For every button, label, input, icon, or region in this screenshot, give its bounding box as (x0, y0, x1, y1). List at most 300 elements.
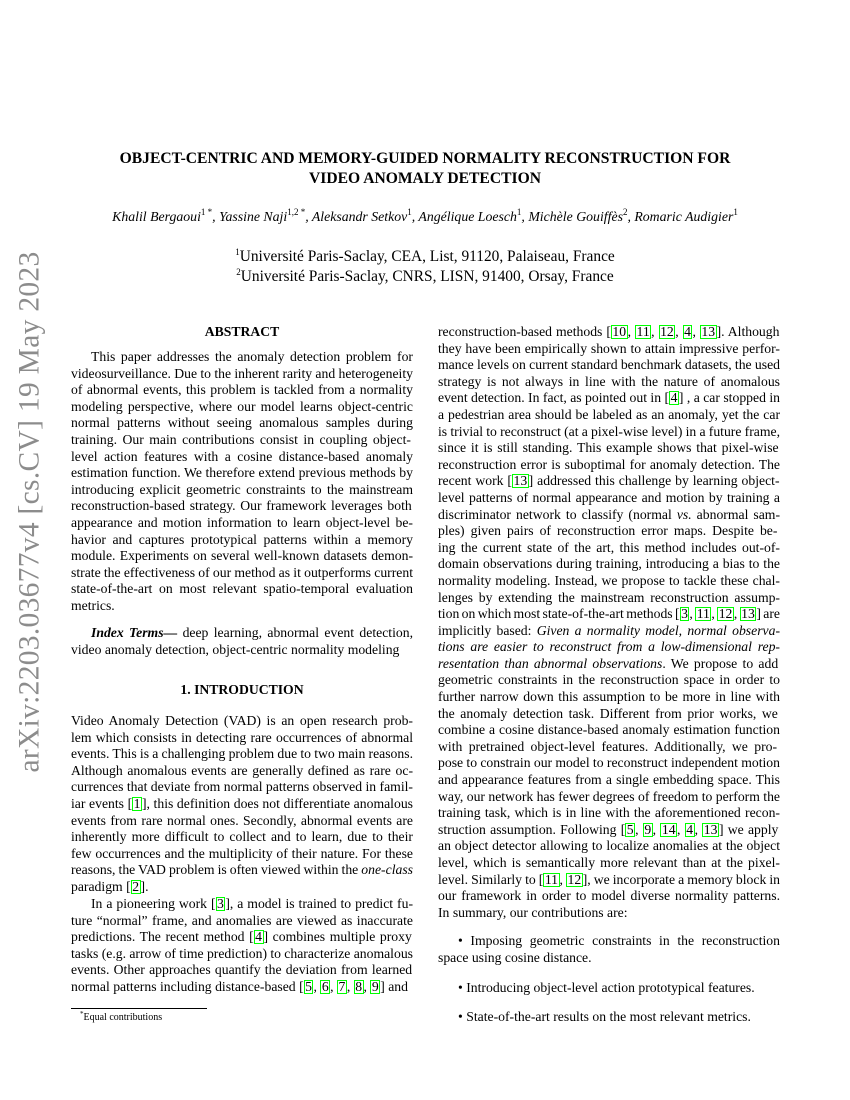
citation-link[interactable]: 9 (644, 821, 652, 837)
text-line-content (438, 374, 780, 391)
author-separator: , (411, 209, 419, 224)
text-run: ture “normal” frame, and anomalies are viewed as inaccurate (71, 912, 413, 928)
author-separator: , (305, 209, 312, 224)
citation-link[interactable]: 3 (681, 606, 688, 622)
footnote-marker: * (80, 1010, 84, 1018)
author-list (0, 208, 850, 226)
author-name: Romaric Audigier (634, 209, 734, 224)
author-name: Michèle Gouiffès (528, 209, 623, 224)
text-run: domain observations during training, introducing a bias to the (438, 556, 780, 572)
text-line (71, 779, 413, 796)
text-line (438, 341, 780, 358)
text-run: . (145, 878, 149, 894)
text-line-content (71, 515, 413, 532)
text-run: reconstruction-based methods (438, 324, 607, 339)
citation-link[interactable]: 11 (544, 871, 559, 887)
text-line (438, 888, 780, 905)
text-line (71, 763, 413, 780)
text-line (438, 822, 780, 839)
index-terms (71, 625, 413, 658)
text-line-content (438, 523, 777, 540)
text-run: level. Similarly to (438, 871, 539, 887)
text-line-content (438, 623, 780, 640)
text-run: In summary, our contributions are: (438, 904, 628, 920)
text-line (438, 556, 780, 573)
text-line-content (438, 357, 780, 374)
text-line (71, 465, 413, 482)
text-line (71, 929, 413, 946)
text-run: abnormal sam- (691, 506, 781, 522)
text-run: combines multiple proxy (268, 929, 412, 945)
text-line (71, 498, 413, 515)
text-line-content (438, 805, 780, 822)
affiliation (0, 247, 850, 267)
text-line (438, 473, 780, 490)
text-line-content (71, 962, 412, 979)
text-line-content (438, 573, 780, 590)
author-affiliation-marker: 1 (407, 207, 412, 217)
text-line (71, 713, 413, 730)
text-line-content (71, 713, 413, 730)
text-line-content (438, 556, 780, 573)
text-run: and appearance features from a single embedding space. This (438, 772, 780, 788)
text-run: Video Anomaly Detection (VAD) is an open research prob- (71, 713, 413, 728)
text-line (71, 598, 413, 615)
text-line-content (438, 440, 779, 457)
text-line (71, 565, 413, 582)
text-line-content: struction assumption. Following [ 5 , 9 , 14 , 4 , 13 ] we apply (438, 821, 779, 837)
italic-text: vs. (676, 506, 692, 522)
text-line (438, 1009, 780, 1026)
text-line-content (438, 507, 780, 524)
text-line-content (71, 813, 413, 830)
text-line-content (438, 739, 777, 756)
text-line-content: recent work [ 13 ] addressed this challenge by learning object- (438, 473, 780, 489)
citation-link[interactable]: 11 (696, 606, 710, 622)
text-line (71, 829, 413, 846)
text-run: , a model is trained to predict fu- (229, 896, 413, 911)
text-run: tion on which most state-of-the-art methods (438, 606, 675, 622)
text-run: ing the current state of the art, this method includes out-of- (438, 539, 780, 555)
italic-text: Given a normality model, normal observa- (536, 622, 781, 638)
text-run: state-of-the-art on most relevant spatio-temporal evaluation (71, 581, 413, 597)
text-run: predictions. The recent method (71, 929, 250, 945)
text-line (71, 979, 413, 996)
abstract-heading: ABSTRACT (204, 324, 280, 339)
text-run: In a pioneering work (91, 896, 211, 911)
paper-title (0, 149, 850, 189)
contribution-item (438, 1009, 780, 1026)
text-line-content (71, 382, 413, 399)
text-line-content (438, 590, 780, 607)
text-run: appearance and motion information to learn object-level be- (71, 514, 413, 530)
citation-link[interactable]: 7 (338, 978, 346, 994)
text-run: • State-of-the-art results on the most relevant metrics. (458, 1009, 751, 1024)
text-line-content (71, 946, 413, 963)
text-run: we apply (723, 821, 779, 837)
text-line (438, 722, 780, 739)
text-run: struction assumption. Following (438, 821, 621, 837)
text-line (71, 879, 413, 896)
intro-paragraph-3 (438, 324, 780, 921)
text-run: since it is still standing. This example shows that pixel-wise (438, 440, 779, 456)
text-line (438, 789, 780, 806)
text-run: event detection. In fact, as pointed out in (438, 390, 665, 406)
text-line-content (438, 656, 778, 673)
affiliation (0, 267, 850, 287)
text-run: normality modeling. Instead, we propose to tackle these chal- (438, 572, 780, 588)
text-line (438, 933, 780, 950)
text-line (71, 415, 413, 432)
text-line (438, 407, 780, 424)
text-line-content (71, 862, 413, 879)
text-line (438, 374, 780, 391)
abstract-body (71, 349, 413, 615)
text-run: normal patterns including distance-based (71, 978, 300, 994)
text-line (71, 642, 413, 659)
text-line-content: normal patterns including distance-based [ 5 , 6 , 7 , 8 , 9 ] and (71, 978, 408, 994)
text-run: way, our network has fewer degrees of freedom to perform the (438, 788, 780, 804)
italic-text: resentation than abnormal observations (438, 655, 663, 671)
footnote-text: Equal contributions (83, 1012, 163, 1023)
text-line-content (438, 672, 780, 689)
author-affiliation-marker: 1 (516, 207, 522, 217)
text-line (71, 515, 413, 532)
text-run: reconstruction error is suboptimal for anomaly detection. The (438, 456, 780, 472)
text-line (438, 324, 780, 341)
citation-link[interactable]: 12 (567, 871, 582, 887)
text-run: reconstruction-based strategy. Our framework leverages both (71, 498, 412, 514)
text-line (438, 706, 780, 723)
author-name: Khalil Bergaoui (112, 209, 201, 224)
text-line (438, 950, 780, 967)
text-line (438, 457, 780, 474)
text-run: . Although (721, 324, 780, 339)
text-run: addressed this challenge by learning object- (533, 473, 780, 489)
text-line-content (71, 581, 413, 598)
text-run: our framework in order to model diverse normality patterns. (438, 888, 780, 904)
text-line-content (71, 779, 413, 796)
text-line-content (71, 598, 115, 615)
text-run: and (384, 978, 408, 994)
text-run: mance levels on current standard benchmark datasets, the used (438, 357, 780, 373)
text-line-content (438, 457, 780, 474)
text-line-content (71, 565, 413, 582)
text-run: , a car stopped in (683, 390, 780, 406)
citation-link[interactable]: 8 (355, 978, 363, 994)
text-line (438, 523, 780, 540)
text-run: events. This is a challenging problem due to two main reasons. (71, 746, 413, 762)
text-line-content (458, 933, 780, 950)
text-line (71, 946, 413, 963)
text-run: further narrow down this assumption to be more in line with (438, 689, 780, 705)
text-line-content (71, 829, 413, 846)
text-line (438, 390, 780, 407)
text-line-content (438, 540, 780, 557)
text-line (438, 980, 780, 997)
text-run: training. Our main contributions consist in coupling object- (71, 431, 411, 447)
text-run: havior and captures prototypical patterns within a memory (71, 531, 413, 547)
text-line (71, 813, 413, 830)
text-line (71, 962, 413, 979)
text-line-content (438, 407, 780, 424)
text-line-content (438, 905, 628, 922)
text-line-content (438, 888, 780, 905)
citation-link[interactable]: 9 (371, 978, 379, 994)
text-line (71, 548, 413, 565)
text-line-content (458, 980, 755, 997)
text-run: implicitly based: (438, 622, 537, 638)
author-name: Yassine Naji (219, 209, 288, 224)
text-run: module. Experiments on several well-known datasets demon- (71, 548, 413, 564)
affiliations (0, 247, 850, 287)
text-line-content (458, 1009, 751, 1026)
text-line (438, 424, 780, 441)
text-run: normal patterns without seeing anomalous samples during (71, 415, 413, 431)
text-line-content: In a pioneering work [ 3 ], a model is trained to predict fu- (91, 896, 413, 911)
author-separator: , (627, 209, 635, 224)
text-line-content: level. Similarly to [ 11 , 12 ], we incorporate a memory block in (438, 871, 780, 887)
text-line (71, 896, 413, 913)
text-line (438, 805, 780, 822)
arxiv-stamp: arXiv:2203.03677v4 [cs.CV] 19 May 2023 (13, 251, 46, 773)
citation-link[interactable]: 5 (626, 821, 634, 837)
text-run: recent work (438, 473, 508, 489)
text-line (71, 581, 413, 598)
text-line-content: event detection. In fact, as pointed out in [ 4 ] , a car stopped in (438, 390, 780, 406)
text-run: training task, which is in line with the aforementioned recon- (438, 805, 780, 821)
text-run: • Imposing geometric constraints in the reconstruction (458, 933, 780, 948)
citation-link[interactable]: 14 (661, 821, 676, 837)
title-line: OBJECT-CENTRIC AND MEMORY-GUIDED NORMALITY RECONSTRUCTION FOR (119, 150, 731, 167)
text-run: deep learning, abnormal event detection, (177, 625, 413, 640)
text-run: the anomaly detection task. Different from prior works, we (438, 705, 778, 721)
affiliation-text: Université Paris-Saclay, CNRS, LISN, 91400, Orsay, France (240, 268, 614, 285)
text-line (438, 656, 780, 673)
text-line-content: iar events [ 1 ], this definition does not differentiate anomalous (71, 795, 413, 811)
text-line-content (438, 755, 780, 772)
text-line (438, 772, 780, 789)
text-line (438, 623, 780, 640)
text-line (71, 796, 413, 813)
citation-link[interactable]: 13 (703, 821, 718, 837)
title-line: VIDEO ANOMALY DETECTION (309, 170, 541, 187)
text-run: ples) given pairs of reconstruction error maps. Despite be- (438, 523, 778, 539)
affiliation-marker: 1 (235, 247, 240, 257)
citation-link[interactable]: 4 (686, 821, 694, 837)
author-separator: , (521, 209, 529, 224)
text-line-content (71, 846, 413, 863)
text-run: This paper addresses the anomaly detection problem for (91, 349, 413, 364)
italic-text: one-class (361, 862, 413, 878)
text-run: events from rare normal ones. Secondly, abnormal events are (71, 812, 413, 828)
text-run: lem which consists in detecting rare occurrences of abnormal (71, 729, 413, 745)
text-line (438, 689, 780, 706)
text-run: few occurrences and the multiplicity of their nature. For these (71, 845, 413, 861)
text-line (71, 382, 413, 399)
text-run: video anomaly detection, object-centric normality modeling (71, 641, 400, 657)
text-line (438, 590, 780, 607)
text-line-content (438, 772, 780, 789)
text-line (438, 639, 780, 656)
text-line (71, 746, 413, 763)
text-run: are (760, 606, 781, 622)
text-line (438, 672, 780, 689)
text-line-content (91, 625, 413, 642)
text-run: iar events (71, 795, 128, 811)
text-line-content (438, 855, 780, 872)
author-name: Aleksandr Setkov (311, 209, 408, 224)
citation-link[interactable]: 1 (133, 795, 141, 811)
text-line (438, 905, 780, 922)
text-line (438, 739, 780, 756)
contribution-item (438, 933, 780, 966)
text-run: , we incorporate a memory block in (587, 871, 780, 887)
text-run: combine a cosine distance-based anomaly estimation function (438, 722, 780, 738)
citation-link[interactable]: 6 (321, 978, 329, 994)
text-line-content (71, 642, 399, 659)
text-run: currences that deviate from normal patterns observed in famil- (71, 779, 413, 795)
intro-paragraph-1 (71, 713, 413, 896)
text-run: , this definition does not differentiate anomalous (146, 795, 413, 811)
text-line (71, 399, 413, 416)
text-run: modeling perspective, where our model learns object-centric (71, 398, 413, 414)
text-line-content (71, 399, 413, 416)
text-run: strate the effectiveness of our method as it outperforms current (71, 564, 413, 580)
text-line-content (438, 706, 778, 723)
text-line (438, 872, 780, 889)
text-line-content (438, 722, 780, 739)
intro-paragraph-2 (71, 896, 413, 996)
text-line (71, 730, 413, 747)
text-line-content (438, 341, 780, 358)
text-run: level, which is semantically more relevant than at the pixel- (438, 855, 780, 870)
text-line (438, 440, 780, 457)
citation-link[interactable]: 13 (513, 473, 528, 489)
text-run: paradigm (71, 878, 127, 894)
text-line-content (438, 639, 780, 656)
text-line (71, 532, 413, 549)
citation-link[interactable]: 13 (741, 606, 755, 622)
text-line (438, 490, 780, 507)
text-run: with pretrained object-level features. Additionally, we pro- (438, 738, 778, 754)
author-separator: , (212, 209, 220, 224)
text-run: • Introducing object-level action prototypical features. (458, 980, 755, 995)
text-line (71, 449, 413, 466)
text-run: inherently more difficult to collect and to learn, due to their (71, 829, 413, 845)
text-line-content (71, 548, 413, 565)
citation-link[interactable]: 11 (636, 324, 650, 339)
text-run: Although anomalous events are generally defined as rare oc- (71, 762, 413, 778)
text-line (71, 366, 413, 383)
text-line-content (91, 349, 413, 366)
citation-link[interactable]: 4 (684, 324, 691, 339)
index-terms-label: Index Terms— (91, 625, 178, 640)
text-line-content: tion on which most state-of-the-art methods [ 3 , 11 , 12 , 13 ] are (438, 606, 781, 622)
text-line-content (71, 432, 411, 449)
text-run: events. Other approaches quantify the deviation from learned (71, 962, 413, 978)
citation-link[interactable]: 12 (718, 606, 733, 622)
italic-text: tions are easier to reconstruct from a low-dimensional rep- (438, 639, 780, 655)
text-line-content (71, 449, 413, 466)
contribution-item (438, 980, 780, 997)
text-line (71, 913, 413, 930)
text-line-content (71, 913, 413, 930)
affiliation-text: Université Paris-Saclay, CEA, List, 91120, Palaiseau, France (239, 248, 615, 265)
text-line-content (438, 424, 780, 441)
author-affiliation-marker: 1 * (200, 207, 213, 217)
text-line-content (71, 763, 413, 780)
text-line-content (438, 950, 592, 967)
text-run: space using cosine distance. (438, 949, 592, 965)
citation-link[interactable]: 13 (701, 324, 716, 339)
author-affiliation-marker: 1,2 * (287, 207, 306, 217)
text-line (71, 625, 413, 642)
text-run: pose to constrain our model to reconstruct independent motion (438, 755, 780, 771)
text-line-content (71, 366, 413, 383)
text-line (71, 482, 413, 499)
text-run: is trivial to reconstruct (at a pixel-wise level) in a future frame, (438, 423, 780, 439)
citation-link[interactable]: 4 (670, 390, 678, 406)
text-line (438, 540, 780, 557)
footnote-rule (71, 1008, 207, 1009)
text-line-content (438, 490, 780, 507)
text-run: discriminator network to classify (normal (438, 506, 677, 522)
text-run: metrics. (71, 597, 115, 613)
text-line-content (71, 465, 413, 482)
affiliation-marker: 2 (236, 267, 241, 277)
text-run: introducing explicit geometric constraints to the mainstream (71, 481, 413, 497)
author-affiliation-marker: 2 (622, 207, 628, 217)
text-line (438, 357, 780, 374)
text-line-content (71, 532, 413, 549)
text-run: a pedestrian area should be labeled as an anomaly, yet the car (438, 406, 780, 422)
text-run: level action features with a cosine distance-based anomaly (71, 448, 413, 464)
citation-link[interactable]: 4 (255, 929, 263, 945)
text-line-content (71, 746, 413, 763)
text-line (71, 862, 413, 879)
text-line-content (71, 730, 413, 747)
text-run: tasks (e.g. arrow of time prediction) to characterize anomalous (71, 945, 413, 961)
text-run: of abnormal events, this problem is tackled from a normality (71, 382, 413, 398)
text-run: estimation function. We therefore extend previous methods by (71, 465, 413, 481)
text-run: videosurveillance. Due to the inherent rarity and heterogeneity (71, 365, 413, 381)
text-line (71, 846, 413, 863)
text-run: level patterns of normal appearance and motion by training a (438, 489, 780, 505)
text-run: lenges by extending the mainstream reconstruction assump- (438, 589, 780, 605)
text-run: . We propose to add (662, 655, 779, 671)
text-line-content (71, 415, 413, 432)
citation-link[interactable]: 3 (217, 896, 224, 911)
text-line-content (71, 482, 413, 499)
citation-link[interactable]: 5 (305, 978, 312, 994)
text-line-content: reconstruction-based methods [ 10 , 11 , 12 , 4 , 13 ]. Although (438, 324, 780, 339)
citation-link[interactable]: 10 (612, 324, 627, 339)
text-run: an object detector allowing to localize anomalies at the object (438, 838, 780, 854)
text-line-content (438, 838, 780, 855)
text-run: reasons, the VAD problem is often viewed within the (71, 862, 362, 878)
text-line (438, 573, 780, 590)
footnote (80, 1011, 162, 1025)
citation-link[interactable]: 2 (132, 878, 140, 894)
author-affiliation-marker: 1 (733, 207, 738, 217)
citation-link[interactable]: 12 (660, 324, 674, 339)
text-line (71, 432, 413, 449)
text-run: strategy is not always in line with the nature of anomalous (438, 373, 780, 389)
text-run: geometric constraints in the reconstruction space in order to (438, 672, 780, 688)
author-name: Angélique Loesch (418, 209, 517, 224)
section-heading-introduction: 1. INTRODUCTION (180, 682, 304, 697)
